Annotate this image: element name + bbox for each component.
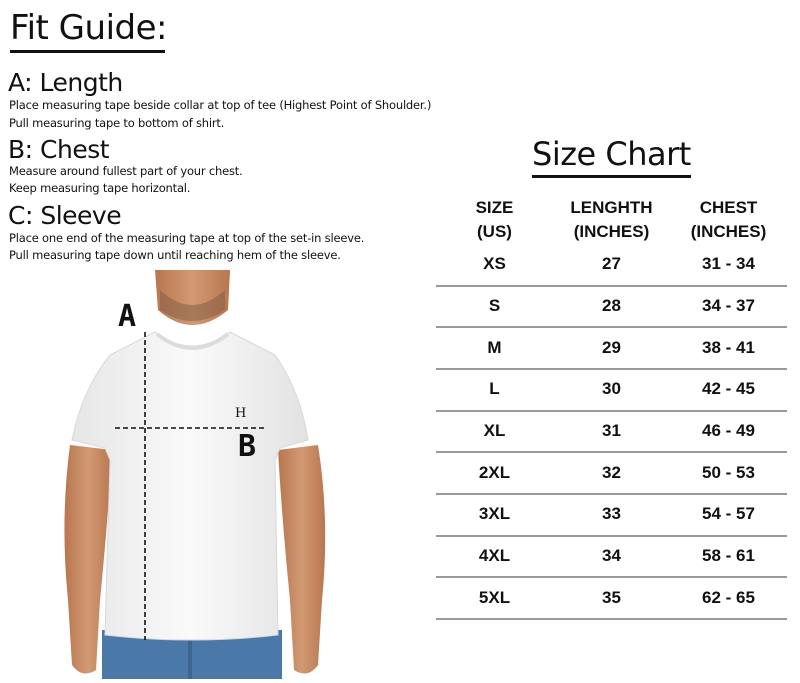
size-chart-title: Size Chart (532, 135, 691, 173)
cell-chest: 31 - 34 (702, 254, 755, 273)
cell-chest: 46 - 49 (702, 421, 755, 440)
section-chest-heading: B: Chest (8, 135, 110, 164)
row-divider (436, 493, 787, 495)
cell-size: L (489, 379, 500, 398)
label-a: A (118, 299, 137, 334)
cell-length: 28 (602, 296, 621, 315)
cell-length: 30 (602, 379, 621, 398)
row-divider (436, 368, 787, 370)
row-divider (436, 451, 787, 453)
table-row (436, 254, 787, 274)
table-row (436, 588, 787, 608)
row-divider (436, 285, 787, 287)
cell-chest: 58 - 61 (702, 546, 755, 565)
cell-size: 4XL (478, 546, 511, 565)
header-length-line-2: (INCHES) (573, 222, 650, 241)
cell-length: 34 (602, 546, 621, 565)
cell-length: 35 (602, 588, 621, 607)
label-b: B (238, 429, 257, 464)
cell-size: 3XL (478, 504, 511, 523)
cell-chest: 38 - 41 (702, 338, 755, 357)
fit-guide-title-underline (10, 50, 165, 53)
section-length-line-2: Pull measuring tape to bottom of shirt. (9, 116, 225, 130)
header-size-line-1: SIZE (475, 198, 514, 217)
section-length-heading: A: Length (8, 68, 123, 97)
table-row (436, 504, 787, 524)
cell-chest: 42 - 45 (702, 379, 755, 398)
cell-size: 5XL (478, 588, 511, 607)
table-row (436, 421, 787, 441)
cell-chest: 54 - 57 (702, 504, 755, 523)
row-divider (436, 326, 787, 328)
row-divider (436, 410, 787, 412)
header-length-line-1: LENGHTH (570, 198, 653, 217)
section-sleeve-line-1: Place one end of the measuring tape at top of the set-in sleeve. (9, 231, 365, 245)
header-length (553, 196, 670, 244)
cell-size: S (488, 296, 501, 315)
cell-length: 32 (602, 463, 621, 482)
cell-chest: 62 - 65 (702, 588, 755, 607)
cell-chest: 50 - 53 (702, 463, 755, 482)
cell-length: 31 (602, 421, 621, 440)
cell-size: XS (483, 254, 506, 273)
cell-length: 27 (602, 254, 621, 273)
cell-size: 2XL (478, 463, 511, 482)
cell-chest: 34 - 37 (702, 296, 755, 315)
table-row (436, 463, 787, 483)
table-row (436, 379, 787, 399)
row-divider (436, 576, 787, 578)
row-divider (436, 618, 787, 620)
fit-guide-title: Fit Guide: (10, 8, 167, 48)
section-length-line-1: Place measuring tape beside collar at top of tee (Highest Point of Shoulder.) (9, 98, 432, 112)
table-row (436, 296, 787, 316)
section-chest-line-1: Measure around fullest part of your chest. (9, 164, 243, 178)
tshirt-model-figure (60, 270, 330, 679)
row-divider (436, 535, 787, 537)
cell-length: 29 (602, 338, 621, 357)
label-h: H (235, 406, 247, 421)
cell-size: M (487, 338, 502, 357)
section-chest-line-2: Keep measuring tape horizontal. (9, 181, 191, 195)
table-row (436, 338, 787, 358)
section-sleeve-heading: C: Sleeve (8, 201, 122, 230)
section-sleeve-line-2: Pull measuring tape down until reaching hem of the sleeve. (9, 248, 341, 262)
header-chest (670, 196, 787, 244)
cell-size: XL (483, 421, 506, 440)
cell-length: 33 (602, 504, 621, 523)
header-chest-line-2: (INCHES) (690, 222, 767, 241)
table-row (436, 546, 787, 566)
header-size-line-2: (US) (477, 222, 512, 241)
header-chest-line-1: CHEST (699, 198, 758, 217)
size-chart-title-underline (532, 175, 691, 178)
table-header-row (436, 196, 787, 244)
header-size (436, 196, 553, 244)
